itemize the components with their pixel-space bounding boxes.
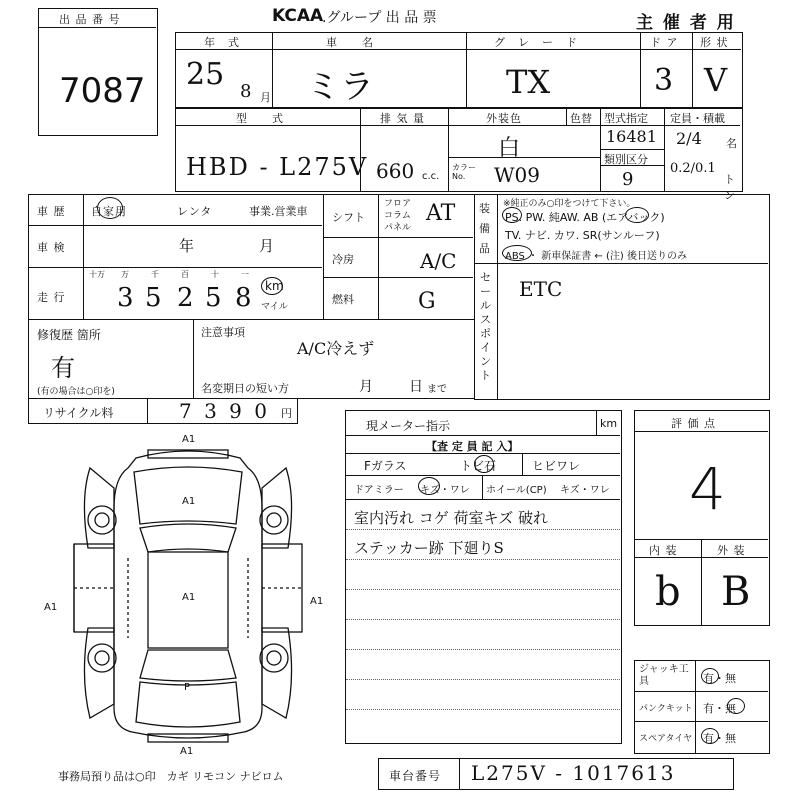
recycle-block (28, 398, 298, 424)
meter-label: 現メーター指示 (366, 419, 451, 433)
equipment-note: ※純正のみ○印をつけて下さい。 (503, 199, 636, 209)
shift-option-column: コラム (384, 211, 411, 221)
spare-label: スペアタイヤ (639, 734, 693, 744)
diagram-mark-left: A1 (44, 602, 58, 613)
ac-value: A/C (420, 249, 457, 273)
mileage-mile: マイル (261, 302, 288, 312)
history-block (28, 194, 324, 320)
puncture-circle (727, 698, 745, 714)
type-designation-value: 16481 (606, 127, 657, 146)
puncture-label: パンクキット (639, 704, 693, 714)
mileage-digit-5: 8 (235, 283, 252, 313)
chassis-label: 車台番号 (389, 769, 442, 783)
category-label: 類別区分 (604, 153, 648, 166)
puncture-value: 有・無 (703, 702, 736, 715)
inspector-comment-2: ステッカー跡 下廻りS (354, 539, 504, 557)
ac-label: 冷房 (332, 253, 354, 266)
recycle-unit: 円 (281, 407, 292, 420)
shape-value: V (704, 61, 728, 99)
repair-notes-block (28, 319, 475, 399)
equipment-line-1: PS. PW. 純AW. AB (エアバック) (505, 211, 665, 224)
row2-table (175, 108, 743, 202)
history-option-business: 事業.営業車 (249, 205, 308, 218)
history-option-rental: レンタ (177, 205, 213, 218)
equipment-label: 装備品 (479, 202, 490, 255)
grade-value: TX (506, 63, 551, 101)
shift-label: シフト (332, 211, 365, 224)
mirror-option: キズ・ワレ (420, 485, 470, 496)
history-option-private: 自家用 (91, 205, 127, 218)
digit-unit-1k: 千 (151, 270, 159, 279)
notes-month: 月 (359, 379, 373, 395)
chassis-value: L275V - 1017613 (471, 761, 676, 785)
glass-option-crack: ヒビワレ (532, 459, 581, 473)
repair-label: 修復歴 箇所 (37, 328, 101, 342)
inspection-month-label: 月 (259, 237, 275, 255)
inspection-label: 車 検 (37, 241, 66, 254)
displacement-label: 排 気 量 (380, 112, 425, 125)
displacement-unit: c.c. (422, 171, 440, 182)
diagram-mark-rear: P (184, 682, 191, 693)
organizer-label: 主 催 者 用 (636, 13, 736, 33)
header-subtitle: .グループ 出 品 票 (322, 10, 437, 26)
jack-value: 有・無 (703, 672, 736, 685)
mileage-digit-2: 5 (145, 283, 162, 313)
load-unit: トン (724, 173, 735, 202)
tools-block (634, 660, 770, 754)
chassis-block (378, 758, 734, 790)
fuel-label: 燃料 (332, 293, 354, 306)
glass-option-chip: トビ石 (460, 459, 497, 473)
color-no-label: カラー No. (452, 163, 476, 181)
color-change-label: 色替 (570, 112, 592, 125)
mileage-label: 走 行 (37, 291, 66, 304)
model-label: 型 式 (236, 112, 284, 125)
middle-block (323, 194, 475, 320)
notes-expiry-label: 名変期日の短い方 (201, 382, 289, 395)
mileage-digit-4: 5 (205, 283, 222, 313)
mileage-digit-3: 2 (177, 283, 194, 313)
category-value: 9 (622, 169, 634, 190)
km-circle (261, 277, 283, 295)
inspector-title: 【査 定 員 記 入】 (426, 440, 519, 453)
glass-label: Fガラス (364, 459, 407, 473)
notes-value: A/C冷えず (297, 339, 375, 358)
year-value: 25 (186, 57, 225, 92)
mileage-digit-1: 3 (117, 283, 134, 313)
meter-unit: km (600, 417, 618, 430)
inspector-block (345, 410, 622, 744)
name-label: 車 名 (326, 36, 374, 49)
shape-label: 形 状 (700, 36, 729, 49)
color-no-value: W09 (494, 163, 541, 187)
load-value: 0.2/0.1 (670, 161, 716, 176)
capacity-unit: 名 (726, 137, 737, 150)
header-brand: KCAA (272, 6, 324, 26)
jack-circle (701, 668, 719, 684)
doors-value: 3 (654, 63, 674, 98)
year-label: 年 式 (204, 36, 240, 49)
history-private-circle (97, 197, 123, 219)
grade-label: グ レ ー ド (494, 36, 578, 49)
model-value: HBD - L275V (186, 153, 369, 181)
ab-circle (625, 207, 649, 223)
digit-unit-10: 十 (211, 270, 219, 279)
history-label: 車 歴 (37, 205, 66, 218)
spare-circle (701, 728, 719, 744)
abs-circle (502, 245, 532, 261)
rating-block (634, 410, 770, 626)
digit-unit-1: 一 (241, 270, 249, 279)
recycle-label: リサイクル料 (43, 406, 114, 420)
notes-day: 日 (409, 379, 423, 395)
car-diagram (30, 428, 346, 764)
lot-label: 出 品 番 号 (59, 13, 121, 26)
digit-unit-100k: 十万 (89, 270, 105, 279)
month-unit: 月 (260, 91, 271, 104)
lot-box (38, 8, 158, 136)
diagram-mark-front: A1 (182, 434, 196, 445)
diagram-mark-roof: A1 (182, 592, 196, 603)
shift-option-panel: パネル (384, 223, 412, 233)
capacity-label: 定員・積載 (670, 112, 725, 125)
jack-label: ジャッキ工具 (639, 664, 689, 687)
displacement-value: 660 (376, 159, 415, 183)
sales-point-label: セールスポイント (480, 271, 491, 382)
digit-unit-10k: 万 (121, 270, 129, 279)
wheel-option: キズ・ワレ (560, 485, 610, 496)
row1-table (175, 32, 743, 108)
exterior-color-label: 外装色 (486, 112, 522, 125)
diagram-mark-bottom: A1 (180, 746, 194, 757)
recycle-value: 7 3 9 0 (179, 399, 270, 423)
diagram-mark-hood: A1 (182, 496, 196, 507)
notes-label: 注意事項 (201, 326, 245, 339)
interior-label: 内 装 (649, 544, 678, 557)
type-designation-label: 型式指定 (604, 112, 648, 125)
car-name-value: ミラ (306, 67, 374, 107)
equipment-line-2: TV. ナビ. カワ. SR(サンルーフ) (505, 229, 660, 242)
exterior-value: B (721, 569, 751, 615)
chip-circle (474, 455, 494, 473)
fuel-value: G (418, 289, 436, 314)
lot-number: 7087 (59, 71, 146, 111)
rating-label: 評 価 点 (671, 417, 716, 430)
spare-value: 有・無 (703, 732, 736, 745)
shift-option-floor: フロア (384, 199, 412, 209)
diagram-mark-right: A1 (310, 596, 324, 607)
interior-value: b (655, 569, 681, 615)
exterior-label: 外 装 (717, 544, 746, 557)
notes-until: まで (427, 384, 447, 395)
repair-value: 有 (51, 354, 75, 382)
mileage-km: km (265, 279, 284, 293)
scratch-circle (418, 477, 440, 495)
rating-value: 4 (689, 455, 726, 523)
capacity-value: 2/4 (676, 129, 702, 148)
equipment-line-3: ABS ・ 新車保証書 ← (注) 後日送りのみ (505, 251, 687, 262)
sales-point-value: ETC (519, 277, 563, 301)
inspector-comment-1: 室内汚れ コゲ 荷室キズ 破れ (354, 509, 549, 527)
repair-note: (有の場合は○印を) (37, 387, 115, 397)
wheel-label: ホイール(CP) (486, 485, 547, 496)
mirror-label: ドアミラー (354, 485, 404, 496)
footer-note: 事務局預り品は○印 カギ リモコン ナビロム (58, 770, 284, 783)
ps-circle (502, 207, 522, 223)
exterior-color-value: 白 (498, 136, 521, 161)
inspection-year-label: 年 (179, 237, 195, 255)
shift-value: AT (426, 201, 456, 226)
equipment-block (474, 194, 770, 400)
month-value: 8 (240, 81, 252, 102)
doors-label: ド ア (650, 36, 679, 49)
digit-unit-100: 百 (181, 270, 189, 279)
